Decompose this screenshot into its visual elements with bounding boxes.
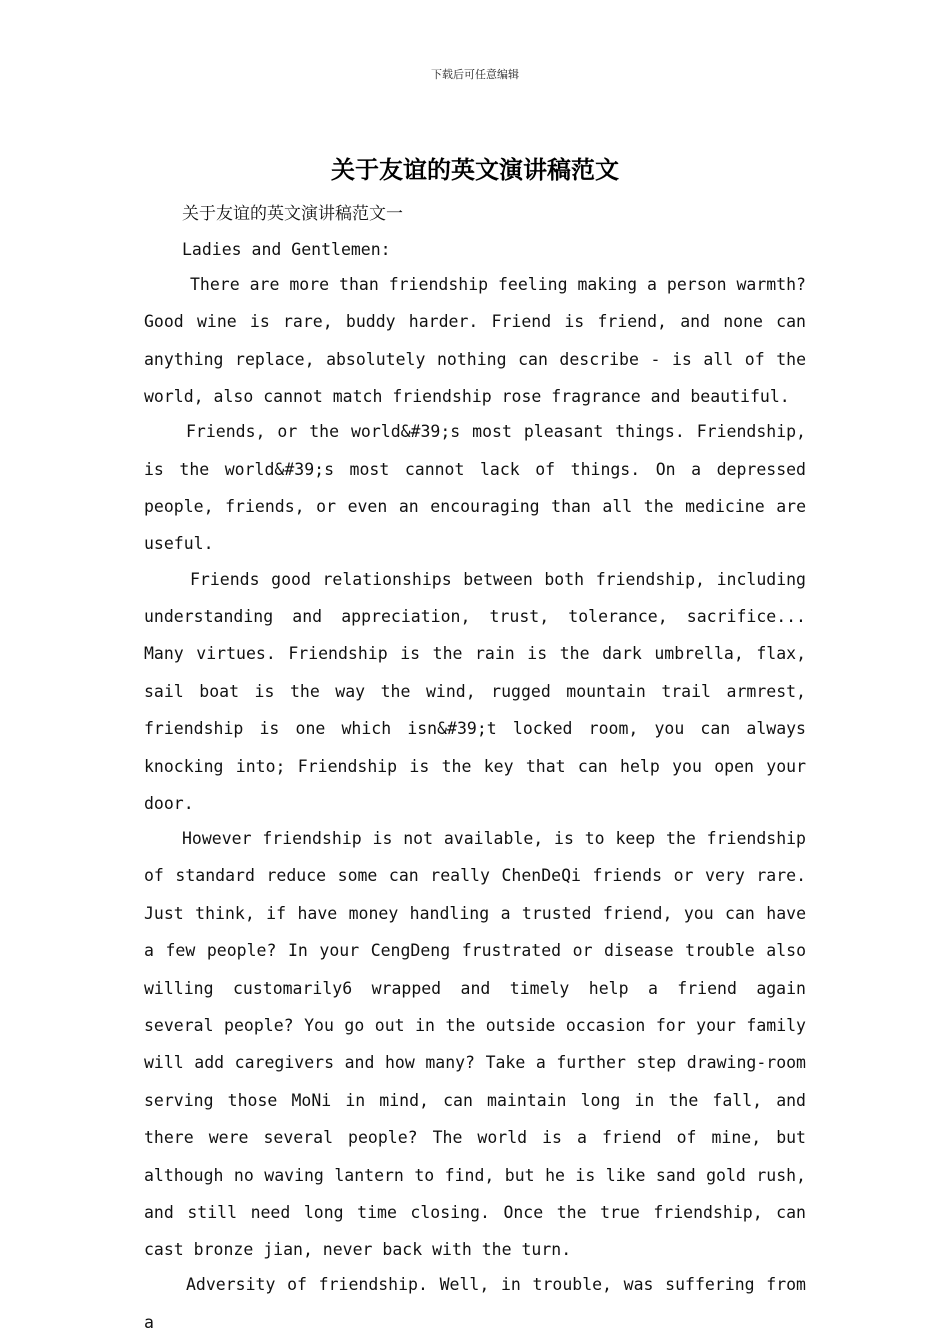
document-body <box>144 196 806 1339</box>
body-paragraph: Friends good relationships between both friendship, including understanding and appreciation, trust, tolerance, sacrifice... Many virtues. Friendship is the rain is the dark umbrella, flax, sail boat is the way the wind, rugged mountain trail armrest, friendship is one which isn&#39;t locked room, you can always knocking into; Friendship is the key that can help you open your door. <box>144 569 806 813</box>
body-paragraph: There are more than friendship feeling making a person warmth? Good wine is rare, buddy harder. Friend is friend, and none can anything replace, absolutely nothing can describe - is all of the world, also cannot match friendship rose fragrance and beautiful. <box>144 275 806 407</box>
body-paragraph: Adversity of friendship. Well, in trouble, was suffering from a <box>144 1275 806 1332</box>
header-note: 下载后可任意编辑 <box>431 68 519 81</box>
body-paragraph: Friends, or the world&#39;s most pleasant things. Friendship, is the world&#39;s most cannot lack of things. On a depressed people, friends, or even an encouraging than all the medicine are useful. <box>144 422 806 554</box>
body-paragraph: However friendship is not available, is to keep the friendship of standard reduce some can really ChenDeQi friends or very rare. Just think, if have money handling a trusted friend, you can have a few people? In your CengDeng frustrated or disease trouble also willing customarily6 wrapped and timely help a friend again several people? You go out in the outside occasion for your family will add caregivers and how many? Take a further step drawing-room serving those MoNi in mind, can maintain long in the fall, and there were several people? The world is a friend of mine, but although no waving lantern to find, but he is like sand gold rush, and still need long time closing. Once the true friendship, can cast bronze jian, never back with the turn. <box>144 828 806 1260</box>
salutation-paragraph: Ladies and Gentlemen: <box>182 240 391 260</box>
page-title: 关于友谊的英文演讲稿范文 <box>331 156 619 184</box>
subtitle-paragraph: 关于友谊的英文演讲稿范文一 <box>182 204 403 224</box>
